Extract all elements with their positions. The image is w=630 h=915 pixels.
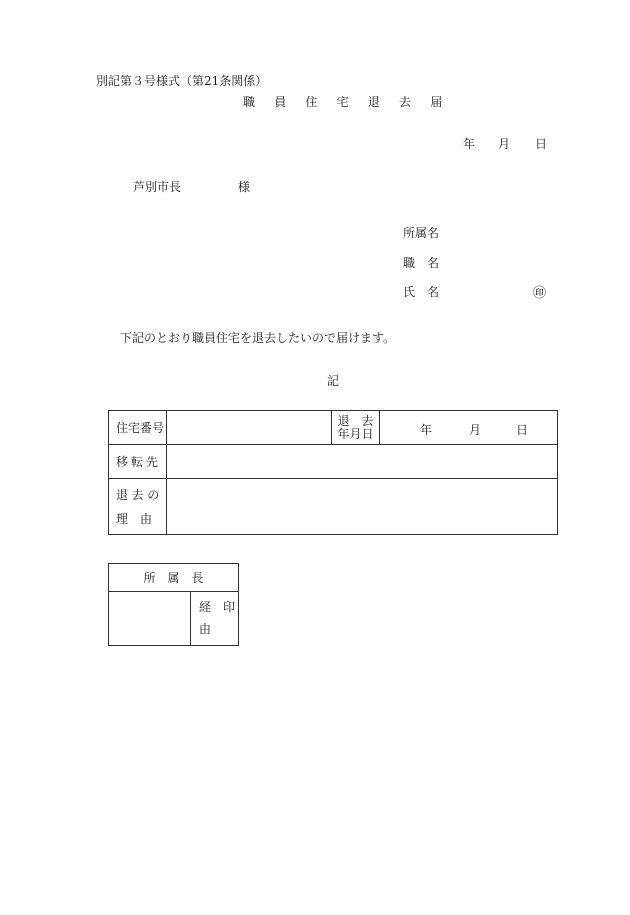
department-head-header: 所 属 長	[109, 564, 239, 592]
routing-label	[191, 592, 239, 646]
routing-label-line2: 由	[199, 622, 212, 636]
move-out-day: 日	[516, 423, 529, 437]
ki-label: 記	[327, 374, 340, 388]
move-out-label-bottom: 年月日	[337, 426, 374, 441]
reason-label-line2: 理 由	[116, 511, 153, 526]
form-id: 別記第３号様式（第21条関係）	[96, 74, 268, 88]
seal-mark: ㊞	[533, 286, 547, 301]
reason-label	[109, 479, 167, 535]
reason-label-line1: 退去の	[116, 487, 163, 502]
name-label: 氏 名	[403, 285, 440, 299]
date-month: 月	[498, 137, 511, 151]
routing-label-line1: 経 印	[199, 600, 236, 614]
housing-number-field[interactable]	[167, 411, 332, 445]
move-out-year: 年	[420, 423, 433, 437]
reason-field[interactable]	[167, 479, 558, 535]
move-out-date-field[interactable]	[380, 411, 558, 445]
department-head-box	[108, 563, 239, 646]
affiliation-label: 所属名	[403, 226, 440, 240]
position-label: 職 名	[403, 256, 440, 270]
date-day: 日	[535, 137, 548, 151]
destination-label: 移転先	[109, 445, 167, 479]
housing-number-label: 住宅番号	[109, 411, 167, 445]
body-text: 下記のとおり職員住宅を退去したいので届けます。	[120, 331, 396, 345]
move-out-date-label	[332, 411, 380, 445]
date-year: 年	[463, 137, 476, 151]
addressee-name: 芦別市長	[133, 180, 182, 194]
document-title: 職 員 住 宅 退 去 届	[243, 95, 446, 109]
destination-field[interactable]	[167, 445, 558, 479]
addressee-honorific: 様	[238, 180, 251, 194]
move-out-month: 月	[469, 423, 482, 437]
details-table	[108, 410, 558, 535]
department-head-seal-area[interactable]	[109, 592, 191, 646]
move-out-label-top: 退 去	[337, 413, 374, 428]
